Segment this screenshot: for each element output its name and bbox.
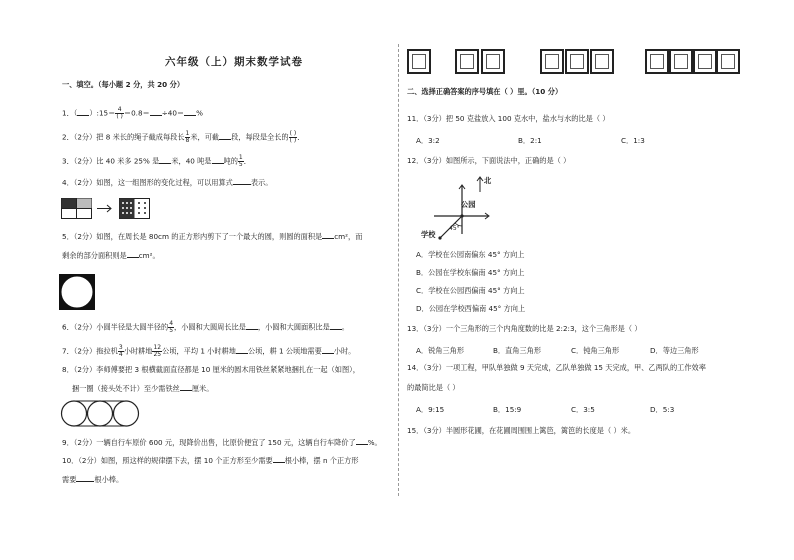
q11-option-c[interactable]: C．1:3 — [621, 136, 645, 145]
park-label: 公园 — [461, 200, 476, 209]
q12-option-d[interactable]: D．公园在学校西偏南 45° 方向上 — [416, 304, 526, 313]
q13-option-a[interactable]: A．锐角三角形 — [416, 346, 465, 355]
question-6: 6．（2分）小圆半径是大圆半径的 $\frac{4}{5}$ ，小圆和大圆周长比是 ，小圆和大圆面积比是 。 — [62, 320, 349, 334]
question-10-line1: 10．（2分）如图，照这样的规律摆下去，摆 10 个正方形至少需要 根小棒，摆 n 个正方形 — [62, 456, 359, 465]
column-divider — [398, 44, 399, 496]
q11-option-a[interactable]: A．3:2 — [416, 136, 440, 145]
question-1: 1．（ ）:15＝ $\frac{4}{( )}$ ＝0.8＝ ÷40＝ % — [62, 106, 203, 120]
question-3: 3．（2分）比 40 米多 25% 是 米，40 吨是 吨的 $\frac{1}{5}$ ． — [62, 154, 251, 168]
q13-option-d[interactable]: D．等边三角形 — [650, 346, 699, 355]
question-8-line1: 8．（2分）李师傅要把 3 根横截面直径都是 10 厘米的圆木用铁丝紧紧地捆扎在一起（如图）， — [62, 365, 360, 374]
three-logs-figure — [60, 400, 142, 427]
question-12: 12．（3分）如图所示，下面说法中，正确的是（ ） — [407, 156, 571, 165]
sticks-square-2b — [481, 49, 505, 74]
square-with-circle-figure — [59, 274, 95, 310]
q12-option-b[interactable]: B．公园在学校东偏南 45° 方向上 — [416, 268, 525, 277]
sticks-square-4a — [645, 49, 669, 74]
q14-option-a[interactable]: A．9:15 — [416, 405, 445, 414]
sticks-square-3a — [540, 49, 564, 74]
sticks-square-2a — [455, 49, 479, 74]
question-14-line1: 14．（3分）一项工程，甲队单独做 9 天完成，乙队单独做 15 天完成，甲、乙两队的工作效率 — [407, 363, 706, 372]
section2-heading: 二、选择正确答案的序号填在（ ）里。（10 分） — [407, 87, 563, 96]
sticks-square-4b — [669, 49, 693, 74]
section1-heading: 一、填空。（每小题 2 分，共 20 分） — [62, 80, 185, 89]
angle-label: 45° — [449, 225, 460, 232]
q12-option-a[interactable]: A．学校在公园南偏东 45° 方向上 — [416, 250, 525, 259]
sticks-square-4d — [716, 49, 740, 74]
question-4: 4．（2分）如图，这一组图形的变化过程，可以用算式 表示。 — [62, 178, 273, 187]
question-9: 9．（2分）一辆自行车原价 600 元，现降价出售，比原价便宜了 150 元，这辆自行车降价了 %。 — [62, 438, 382, 447]
north-label: 北 — [484, 176, 492, 185]
question-13: 13．（3分）一个三角形的三个内角度数的比是 2:2:3，这个三角形是（ ） — [407, 324, 642, 333]
q14-option-d[interactable]: D．5:3 — [650, 405, 675, 414]
question-11: 11．（3分）把 50 克盐放入 100 克水中，盐水与水的比是（ ） — [407, 114, 610, 123]
question-14-line2: 的最简比是（ ） — [407, 383, 460, 392]
sticks-square-4c — [693, 49, 717, 74]
question-5-line2: 剩余的部分面积则是 cm²。 — [62, 251, 160, 260]
q14-option-b[interactable]: B．15:9 — [493, 405, 522, 414]
question-15: 15．（3分）半圆形花圃，在花圃周围围上篱笆，篱笆的长度是（ ）米。 — [407, 426, 636, 435]
question-7: 7．（2分）拖拉机 $\frac{3}{4}$ 小时耕地 $\frac{12}{25}$ 公顷，平均 1 小时耕地 公顷，耕 1 公顷地需要 小时。 — [62, 344, 356, 358]
q14-option-c[interactable]: C．3:5 — [571, 405, 595, 414]
question-5-line1: 5．（2分）如图，在周长是 80cm 的正方形内剪下了一个最大的圆，则圆的面积是 cm²，而 — [62, 232, 363, 241]
fraction-model-figure — [61, 198, 151, 220]
sticks-square-1 — [407, 49, 431, 74]
question-8-line2: 捆一圈（接头处不计）至少需铁丝 厘米。 — [72, 384, 214, 393]
q13-option-b[interactable]: B．直角三角形 — [493, 346, 542, 355]
sticks-square-3c — [590, 49, 614, 74]
question-10-line2: 需要 根小棒。 — [62, 475, 124, 484]
question-2: 2．（2分）把 8 米长的绳子截成每段长 $\frac{1}{8}$ 米，可截 段，每段是全长的 $\frac{( )}{( )}$ ． — [62, 130, 305, 144]
q13-option-c[interactable]: C．钝角三角形 — [571, 346, 620, 355]
sticks-square-3b — [565, 49, 589, 74]
page-title: 六年级（上）期末数学试卷 — [165, 56, 303, 68]
q12-option-c[interactable]: C．学校在公园西偏南 45° 方向上 — [416, 286, 525, 295]
q11-option-b[interactable]: B．2:1 — [518, 136, 542, 145]
school-label: 学校 — [421, 230, 436, 239]
